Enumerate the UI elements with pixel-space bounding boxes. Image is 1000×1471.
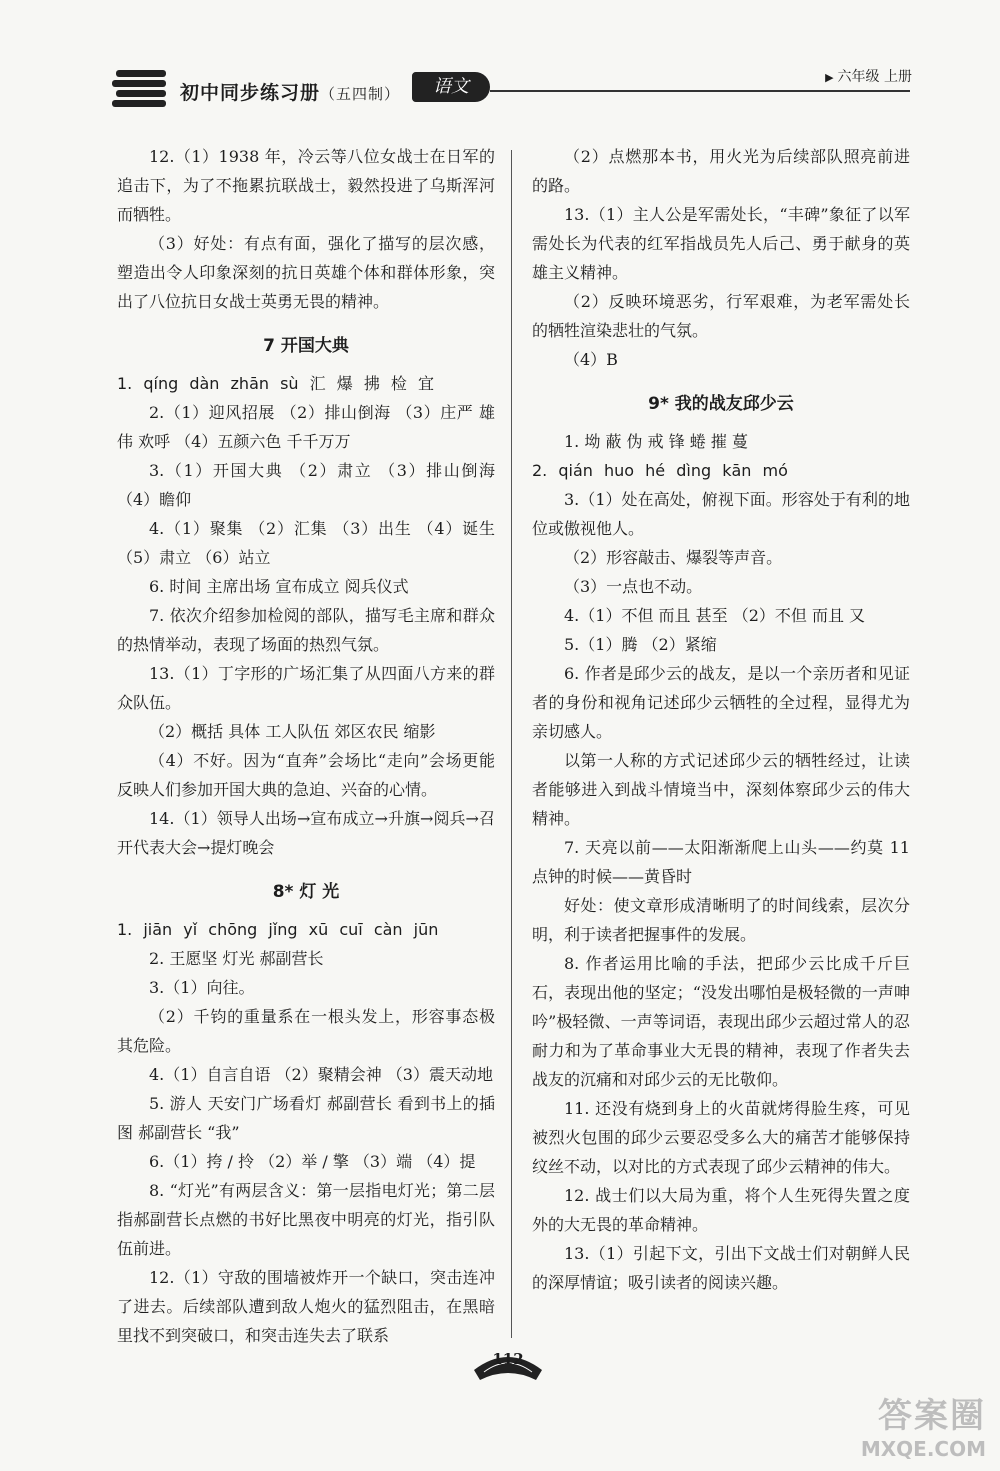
left-answer-line: 13.（1）丁字形的广场汇集了从四面八方来的群众队伍。 bbox=[117, 664, 495, 712]
left-answer-line: 4.（1）聚集 （2）汇集 （3）出生 （4）诞生 （5）肃立 （6）站立 bbox=[117, 519, 495, 567]
right-answer-line: （2）反映环境恶劣，行军艰难，为老军需处长的牺牲渲染悲壮的气氛。 bbox=[532, 292, 910, 340]
book-title bbox=[180, 78, 400, 105]
right-answer-line: 2. qián huo hé dìng kān mó bbox=[532, 461, 788, 480]
right-answer-line: 以第一人称的方式记述邱少云的牺牲经过，让读者能够进入到战斗情境当中，深刻体察邱少云的伟大精神。 bbox=[532, 751, 910, 828]
subject-badge: 语文 bbox=[412, 72, 490, 102]
left-answer-line: 12.（1）守敌的围墙被炸开一个缺口，突击连冲了进去。后续部队遭到敌人炮火的猛烈阻击，在黑暗里找不到突破口，和突击连失去了联系 bbox=[117, 1268, 495, 1345]
right-answer-line: 3.（1）处在高处，俯视下面。形容处于有利的地位或傲视他人。 bbox=[532, 490, 910, 538]
right-answer-line: （2）点燃那本书，用火光为后续部队照亮前进的路。 bbox=[532, 147, 910, 195]
left-answer-line: 1. qíng dàn zhān sù 汇 爆 拂 检 宜 bbox=[117, 374, 435, 393]
section-heading: 7 开国大典 bbox=[263, 336, 349, 356]
book-stack-icon bbox=[112, 66, 170, 110]
left-answer-line: 3.（1）向往。 bbox=[149, 978, 255, 997]
right-answer-line: 好处：使文章形成清晰明了的时间线索，层次分明，利于读者把握事件的发展。 bbox=[532, 896, 910, 944]
section-heading: 8* 灯 光 bbox=[272, 882, 340, 902]
left-answer-line: 2. 王愿坚 灯光 郝副营长 bbox=[149, 949, 324, 968]
right-answer-line: 13.（1）引起下文，引出下文战士们对朝鲜人民的深厚情谊；吸引读者的阅读兴趣。 bbox=[532, 1244, 910, 1292]
book-edition: （五四制） bbox=[320, 85, 401, 103]
watermark-text: 答案圈 bbox=[878, 1396, 986, 1436]
triangle-right-icon: ▶ bbox=[825, 71, 834, 84]
left-answer-line: 3.（1）开国大典 （2）肃立 （3）排山倒海 （4）瞻仰 bbox=[117, 461, 495, 509]
right-answer-line: 4.（1）不但 而且 甚至 （2）不但 而且 又 bbox=[564, 606, 866, 625]
right-answer-line: 5.（1）腾 （2）紧缩 bbox=[564, 635, 717, 654]
site-watermark bbox=[796, 1388, 986, 1461]
left-answer-line: （4）不好。因为“直奔”会场比“走向”会场更能反映人们参加开国大典的急迫、兴奋的心情。 bbox=[117, 751, 495, 799]
left-answer-line: 14.（1）领导人出场→宣布成立→升旗→阅兵→召开代表大会→提灯晚会 bbox=[117, 809, 495, 857]
page-number-badge bbox=[470, 1346, 546, 1386]
book-title-text: 初中同步练习册 bbox=[180, 82, 321, 104]
left-column bbox=[117, 142, 495, 1350]
right-answer-line: 12. 战士们以大局为重，将个人生死得失置之度外的大无畏的革命精神。 bbox=[532, 1186, 910, 1234]
left-answer-line: （2）千钧的重量系在一根头发上，形容事态极其危险。 bbox=[117, 1007, 495, 1055]
left-answer-line: 4.（1）自言自语 （2）聚精会神 （3）震天动地 bbox=[149, 1065, 493, 1084]
right-answer-line: （2）形容敲击、爆裂等声音。 bbox=[564, 548, 783, 567]
grade-label bbox=[825, 66, 912, 86]
header-rule bbox=[490, 90, 910, 92]
left-answer-line: 7. 依次介绍参加检阅的部队，描写毛主席和群众的热情举动，表现了场面的热烈气氛。 bbox=[117, 606, 495, 654]
page-number: 112 bbox=[492, 1350, 524, 1368]
left-answer-line: 1. jiān yǐ chōng jǐng xū cuī càn jūn bbox=[117, 920, 439, 939]
right-column bbox=[532, 142, 910, 1297]
right-answer-line: 13.（1）主人公是军需处长，“丰碑”象征了以军需处长为代表的红军指战员先人后己、勇于献身的英雄主义精神。 bbox=[532, 205, 910, 282]
right-answer-line: 8. 作者运用比喻的手法，把邱少云比成千斤巨石，表现出他的坚定；“没发出哪怕是极轻微的一声呻吟”极轻微、一声等词语，表现出邱少云超过常人的忍耐力和为了革命事业大无畏的精神，表现了作者失去战友的沉痛和对邱少云的无比敬仰。 bbox=[532, 954, 910, 1089]
grade-text: 六年级 上册 bbox=[837, 69, 912, 85]
left-answer-line: （2）概括 具体 工人队伍 郊区农民 缩影 bbox=[149, 722, 436, 741]
page-header bbox=[112, 60, 912, 114]
right-answer-line: （3）一点也不动。 bbox=[564, 577, 703, 596]
left-answer-line: （3）好处：有点有面，强化了描写的层次感，塑造出令人印象深刻的抗日英雄个体和群体形象，突出了八位抗日女战士英勇无畏的精神。 bbox=[117, 234, 495, 311]
right-answer-line: 6. 作者是邱少云的战友，是以一个亲历者和见证者的身份和视角记述邱少云牺牲的全过程，显得尤为亲切感人。 bbox=[532, 664, 910, 741]
section-heading: 9* 我的战友邱少云 bbox=[648, 394, 794, 414]
right-answer-line: 7. 天亮以前——太阳渐渐爬上山头——约莫 11 点钟的时候——黄昏时 bbox=[532, 838, 910, 886]
watermark-url: MXQE.COM bbox=[860, 1437, 986, 1461]
left-answer-line: 8. “灯光”有两层含义：第一层指电灯光；第二层指郝副营长点燃的书好比黑夜中明亮的灯光，指引队伍前进。 bbox=[117, 1181, 495, 1258]
right-answer-line: （4）B bbox=[564, 350, 618, 369]
right-answer-line: 11. 还没有烧到身上的火苗就烤得脸生疼，可见被烈火包围的邱少云要忍受多么大的痛苦才能够保持纹丝不动，以对比的方式表现了邱少云精神的伟大。 bbox=[532, 1099, 910, 1176]
left-answer-line: 6.（1）挎 / 拎 （2）举 / 擎 （3）端 （4）提 bbox=[149, 1152, 476, 1171]
left-answer-line: 12.（1）1938 年，冷云等八位女战士在日军的追击下，为了不拖累抗联战士，毅然投进了乌斯浑河而牺牲。 bbox=[117, 147, 495, 224]
left-answer-line: 6. 时间 主席出场 宣布成立 阅兵仪式 bbox=[149, 577, 409, 596]
column-divider bbox=[511, 150, 512, 1338]
right-answer-line: 1. 坳 蔽 伪 戒 锋 蜷 摧 蔓 bbox=[564, 432, 748, 451]
left-answer-line: 2.（1）迎风招展 （2）排山倒海 （3）庄严 雄伟 欢呼 （4）五颜六色 千千万万 bbox=[117, 403, 495, 451]
left-answer-line: 5. 游人 天安门广场看灯 郝副营长 看到书上的插图 郝副营长 “我” bbox=[117, 1094, 495, 1142]
